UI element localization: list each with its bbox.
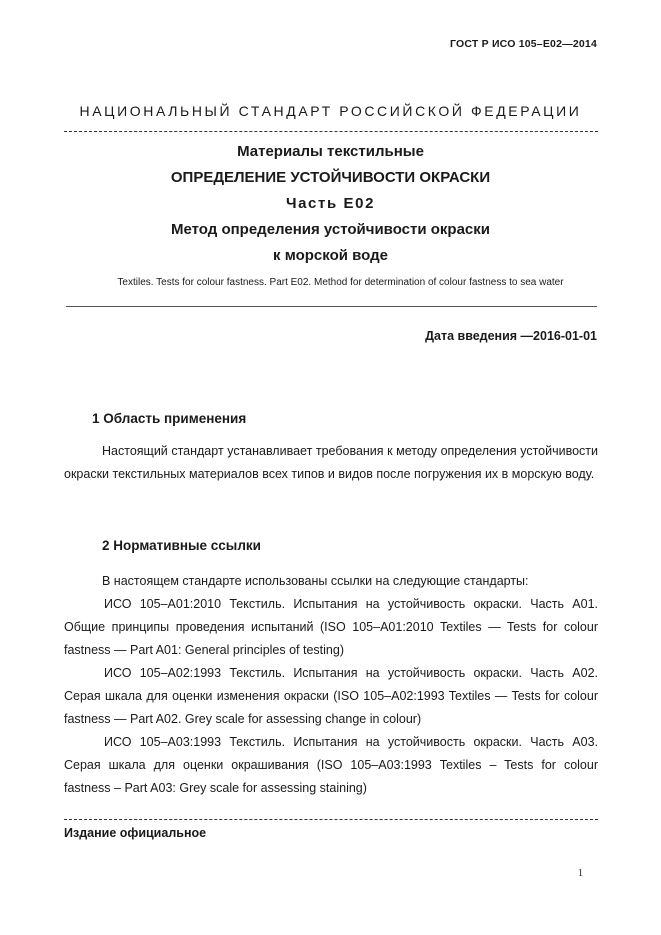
standard-code: ГОСТ Р ИСО 105–Е02—2014 bbox=[449, 38, 597, 50]
intro-date: Дата введения —2016-01-01 bbox=[425, 329, 597, 343]
title-materials: Материалы текстильные bbox=[237, 143, 424, 160]
title-method-cont: к морской воде bbox=[273, 247, 388, 264]
section-2-heading: 2 Нормативные ссылки bbox=[102, 538, 261, 553]
title-part: Часть Е02 bbox=[285, 195, 376, 212]
header-divider bbox=[64, 131, 598, 132]
section-1-paragraph: Настоящий стандарт устанавливает требования к методу определения устойчивости окраски текстильных материалов всех типов и видов после погружения их в морскую воду. bbox=[64, 444, 598, 481]
english-title: Textiles. Tests for colour fastness. Part E02. Method for determination of colour fastness to sea water bbox=[117, 277, 564, 288]
section-2-intro: В настоящем стандарте использованы ссылки на следующие стандарты: bbox=[102, 574, 529, 588]
official-edition-label: Издание официальное bbox=[64, 826, 207, 840]
reference-item: ИСО 105–А03:1993 Текстиль. Испытания на устойчивость окраски. Часть А03. Серая шкала для оценки окрашивания (ISO 105–А03:1993 Textiles – Tests for colour fastness – Part A03: Grey scale for assessing staining) bbox=[64, 735, 598, 795]
title-main: ОПРЕДЕЛЕНИЕ УСТОЙЧИВОСТИ ОКРАСКИ bbox=[170, 169, 491, 186]
reference-item: ИСО 105–А02:1993 Текстиль. Испытания на устойчивость окраски. Часть А02. Серая шкала для оценки изменения окраски (ISO 105–A02:1993 Textiles — Tests for colour fastness — Part A02. Grey scale for assessing change in colour) bbox=[64, 666, 598, 726]
national-standard-heading: НАЦИОНАЛЬНЫЙ СТАНДАРТ РОССИЙСКОЙ ФЕДЕРАЦИИ bbox=[79, 103, 582, 119]
section-2-text bbox=[64, 570, 598, 800]
section-1-heading: 1 Область применения bbox=[92, 411, 247, 426]
footer-divider bbox=[64, 819, 598, 820]
section-1-text bbox=[64, 440, 598, 486]
title-method: Метод определения устойчивости окраски bbox=[171, 221, 490, 238]
title-divider bbox=[66, 306, 597, 307]
page-number: 1 bbox=[578, 868, 583, 879]
reference-item: ИСО 105–А01:2010 Текстиль. Испытания на устойчивость окраски. Часть А01. Общие принципы проведения испытаний (ISO 105–A01:2010 Textiles — Tests for colour fastness — Part A01: General principles of testing) bbox=[64, 597, 598, 657]
